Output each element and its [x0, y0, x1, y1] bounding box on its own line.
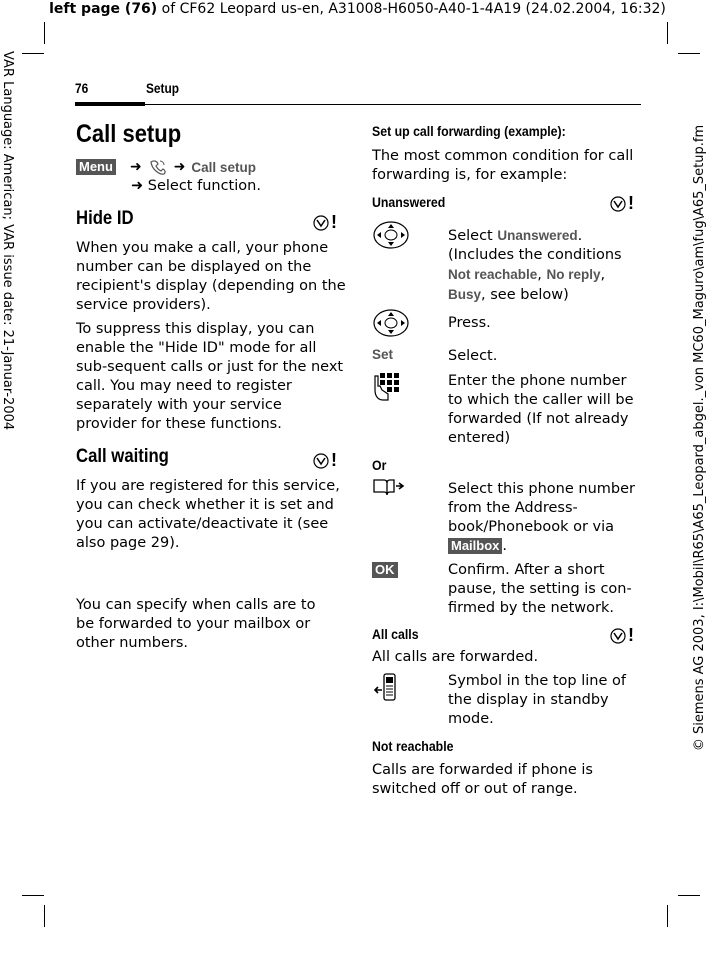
phone-settings-icon: [148, 158, 168, 176]
call-forwarding-intro: You can specify when calls are to be forwarded to your mailbox or other numbers.: [76, 597, 316, 651]
side-text-right: © Siemens AG 2003, I:\Mobil\R65\A65_Leopard_abgel._von MC60_Maguro\am\fug\A65_Setup.fm: [692, 124, 707, 752]
network-service-icon: !: [610, 625, 634, 646]
term-unanswered: Unanswered: [497, 228, 578, 243]
network-service-icon: !: [313, 212, 337, 233]
hide-id-paragraph-1: When you make a call, your phone number can be displayed on the recipient's display (depending on the service providers).: [76, 240, 346, 313]
set-softkey-label: Set: [372, 347, 394, 362]
term-busy: Busy: [448, 287, 482, 302]
heading-setup-example: Set up call forwarding (example):: [372, 123, 566, 139]
forwarding-intro: The most common condition for call forwarding is, for example:: [372, 148, 634, 183]
call-forwarding-symbol-icon: [372, 672, 400, 704]
menu-path: [76, 158, 256, 176]
crop-mark: [678, 895, 700, 896]
page-title: Call setup: [76, 120, 182, 148]
menu-item-call-setup: Call setup: [191, 159, 256, 175]
heading-not-reachable: Not reachable: [372, 738, 454, 754]
header-rule: [75, 104, 641, 105]
heading-all-calls: All calls: [372, 626, 419, 642]
step-enter-number: Enter the phone number to which the caller will be forwarded (If not already entered): [448, 373, 634, 446]
arrow-icon: ➜: [173, 159, 186, 175]
step-select-unanswered: Select Unanswered. (Includes the conditions Not reachable, No reply, Busy, see below): [448, 228, 622, 303]
crop-mark: [44, 22, 45, 44]
navigation-key-icon: [372, 308, 410, 338]
network-service-icon: !: [313, 450, 337, 471]
network-service-icon: !: [610, 193, 634, 214]
page-number: 76: [75, 80, 89, 96]
heading-hide-id: Hide ID: [76, 208, 134, 229]
header-page-ref: left page (76): [49, 1, 158, 17]
step-press: Press.: [448, 315, 491, 331]
step-select: Select.: [448, 348, 498, 364]
not-reachable-text: Calls are forwarded if phone is switched off or out of range.: [372, 762, 593, 797]
phonebook-icon: [372, 478, 406, 498]
call-waiting-paragraph-1: If you are registered for this service, you can check whether it is set and you can activate/deactivate it (see also page 29).: [76, 478, 340, 551]
mailbox-softkey: Mailbox: [448, 538, 502, 554]
crop-mark: [22, 895, 44, 896]
all-calls-text: All calls are forwarded.: [372, 649, 539, 665]
crop-mark: [667, 905, 668, 927]
symbol-description: Symbol in the top line of the display in standby mode.: [448, 673, 626, 727]
side-text-left: VAR Language: American; VAR issue date: 21-Januar-2004: [0, 51, 15, 431]
crop-mark: [678, 53, 700, 54]
document-header: [0, 0, 715, 18]
arrow-icon: ➜: [129, 159, 142, 175]
keypad-input-icon: [372, 372, 404, 402]
menu-softkey: Menu: [76, 159, 116, 175]
heading-unanswered: Unanswered: [372, 194, 446, 210]
term-not-reachable: Not reachable: [448, 267, 538, 282]
or-label: Or: [372, 457, 387, 473]
hide-id-paragraph-2: To suppress this display, you can enable the "Hide ID" mode for all sub-sequent calls or just for the next call. You may need to register separately with your service provider for these functions.: [76, 321, 344, 432]
ok-softkey: OK: [372, 562, 398, 578]
term-no-reply: No reply: [546, 267, 601, 282]
running-header: Setup: [146, 80, 180, 96]
step-select-from-phonebook: Select this phone number from the Address-book/Phonebook or via Mailbox .: [448, 481, 635, 554]
crop-mark: [44, 905, 45, 927]
crop-mark: [667, 22, 668, 44]
menu-path-line2: ➜ Select function.: [131, 178, 261, 194]
heading-call-waiting: Call waiting: [76, 446, 169, 467]
navigation-key-icon: [372, 220, 410, 250]
header-doc-info: of CF62 Leopard us-en, A31008-H6050-A40-1-4A19 (24.02.2004, 16:32): [157, 1, 666, 17]
crop-mark: [22, 53, 44, 54]
step-confirm: Confirm. After a short pause, the setting is con-firmed by the network.: [448, 562, 632, 616]
